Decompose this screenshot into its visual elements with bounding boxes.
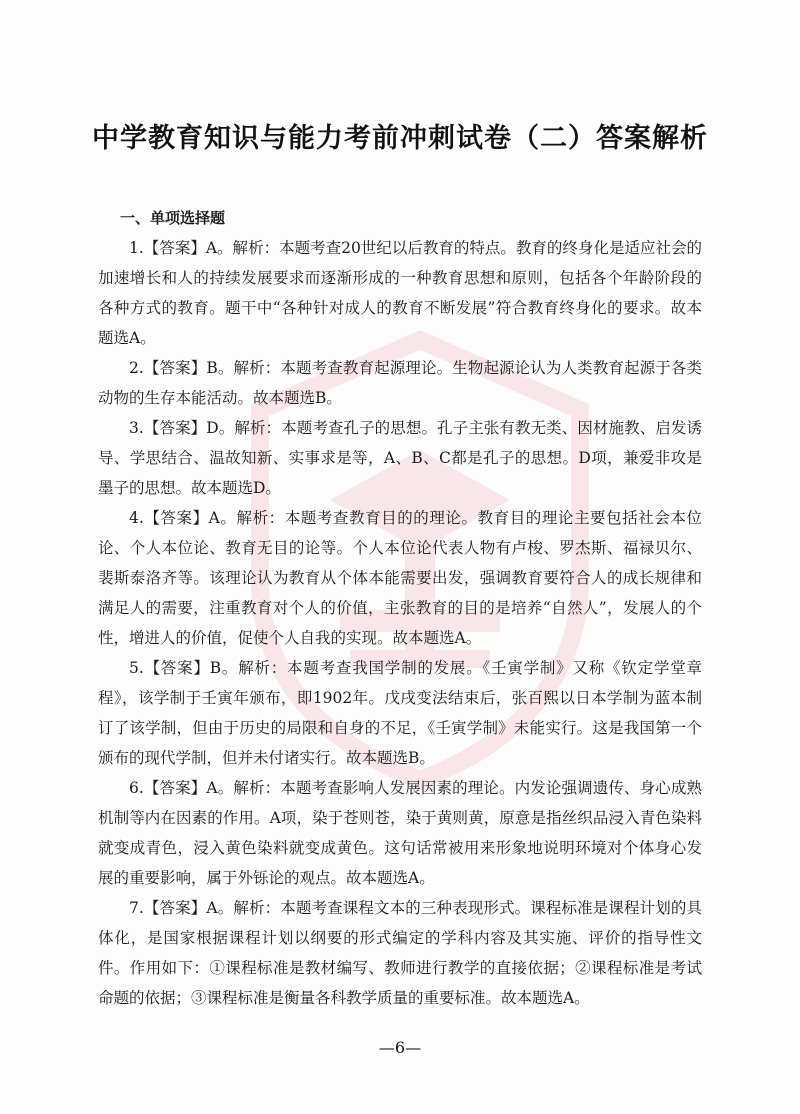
answer-tag: 【答案】 xyxy=(143,899,207,917)
question-5 xyxy=(98,653,702,773)
answer-explanation: 。解析：本题考查课程文本的三种表现形式。课程标准是课程计划的具体化，是国家根据课程计划以纲要的形式编定的学科内容及其实施、评价的指导性文件。作用如下：①课程标准是教材编写、教师进行教学的直接依据；②课程标准是考试命题的依据；③课程标准是衡量各科教学质量的重要标准。故本题选A。 xyxy=(98,899,702,1007)
question-4 xyxy=(98,503,702,653)
question-7 xyxy=(98,893,702,1013)
answer-letter: D xyxy=(206,419,219,437)
section-heading: 一、单项选择题 xyxy=(120,209,226,227)
answer-tag: 【答案】 xyxy=(143,359,207,377)
answer-tag: 【答案】 xyxy=(143,239,206,257)
answer-explanation: 。解析：本题考查我国学制的发展。《壬寅学制》又称《钦定学堂章程》，该学制于壬寅年颁布，即1902年。戊戌变法结束后，张百熙以日本学制为蓝本制订了该学制，但由于历史的局限和自身的不足，《壬寅学制》未能实行。这是我国第一个颁布的现代学制，但并未付诸实行。故本题选B。 xyxy=(98,659,702,767)
answer-tag: 【答案】 xyxy=(143,509,209,527)
page-number: —6— xyxy=(378,1038,422,1057)
answer-letter: A xyxy=(205,239,218,257)
answer-letter: A xyxy=(208,509,220,527)
question-number: 4. xyxy=(129,509,144,527)
question-number: 7. xyxy=(129,899,144,917)
page-title: 中学教育知识与能力考前冲刺试卷（二）答案解析 xyxy=(92,123,708,154)
answer-explanation: 。解析：本题考查教育起源理论。生物起源论认为人类教育起源于各类动物的生存本能活动。故本题选B。 xyxy=(98,359,702,407)
question-number: 2. xyxy=(129,359,144,377)
question-6 xyxy=(98,773,702,893)
question-number: 3. xyxy=(129,419,144,437)
question-2 xyxy=(98,353,702,413)
question-number: 5. xyxy=(129,659,144,677)
answer-tag: 【答案】 xyxy=(143,779,207,797)
question-3 xyxy=(98,413,702,503)
question-number: 1. xyxy=(129,239,144,257)
answer-explanation: 。解析：本题考查孔子的思想。孔子主张有教无类、因材施教、启发诱导、学思结合、温故知新、实事求是等，A、B、C都是孔子的思想。D项，兼爱非攻是墨子的思想。故本题选D。 xyxy=(98,419,702,497)
answer-letter: A xyxy=(206,779,218,797)
answer-letter: B xyxy=(206,359,218,377)
answer-explanation: 。解析：本题考查20世纪以后教育的特点。教育的终身化是适应社会的加速增长和人的持续发展要求而逐渐形成的一种教育思想和原则，包括各个年龄阶段的各种方式的教育。题干中“各种针对成人的教育不断发展”符合教育终身化的要求。故本题选A。 xyxy=(98,239,702,347)
answer-explanation: 。解析：本题考查教育目的的理论。教育目的理论主要包括社会本位论、个人本位论、教育无目的论等。个人本位论代表人物有卢梭、罗杰斯、福禄贝尔、裴斯泰洛齐等。该理论认为教育从个体本能需要出发，强调教育要符合人的成长规律和满足人的需要，注重教育对个人的价值，主张教育的目的是培养“自然人”，发展人的个性，增进人的价值，促使个人自我的实现。故本题选A。 xyxy=(98,509,702,647)
question-1 xyxy=(98,233,702,353)
answer-letter: A xyxy=(206,899,218,917)
answer-letter: B xyxy=(209,659,222,677)
answer-tag: 【答案】 xyxy=(143,419,207,437)
answer-tag: 【答案】 xyxy=(143,659,210,677)
question-number: 6. xyxy=(129,779,144,797)
answer-explanation: 。解析：本题考查影响人发展因素的理论。内发论强调遗传、身心成熟机制等内在因素的作用。A项，染于苍则苍，染于黄则黄，原意是指丝织品浸入青色染料就变成青色，浸入黄色染料就变成黄色。这句话常被用来形象地说明环境对个体身心发展的重要影响，属于外铄论的观点。故本题选A。 xyxy=(98,779,702,887)
answer-content xyxy=(98,203,702,1013)
